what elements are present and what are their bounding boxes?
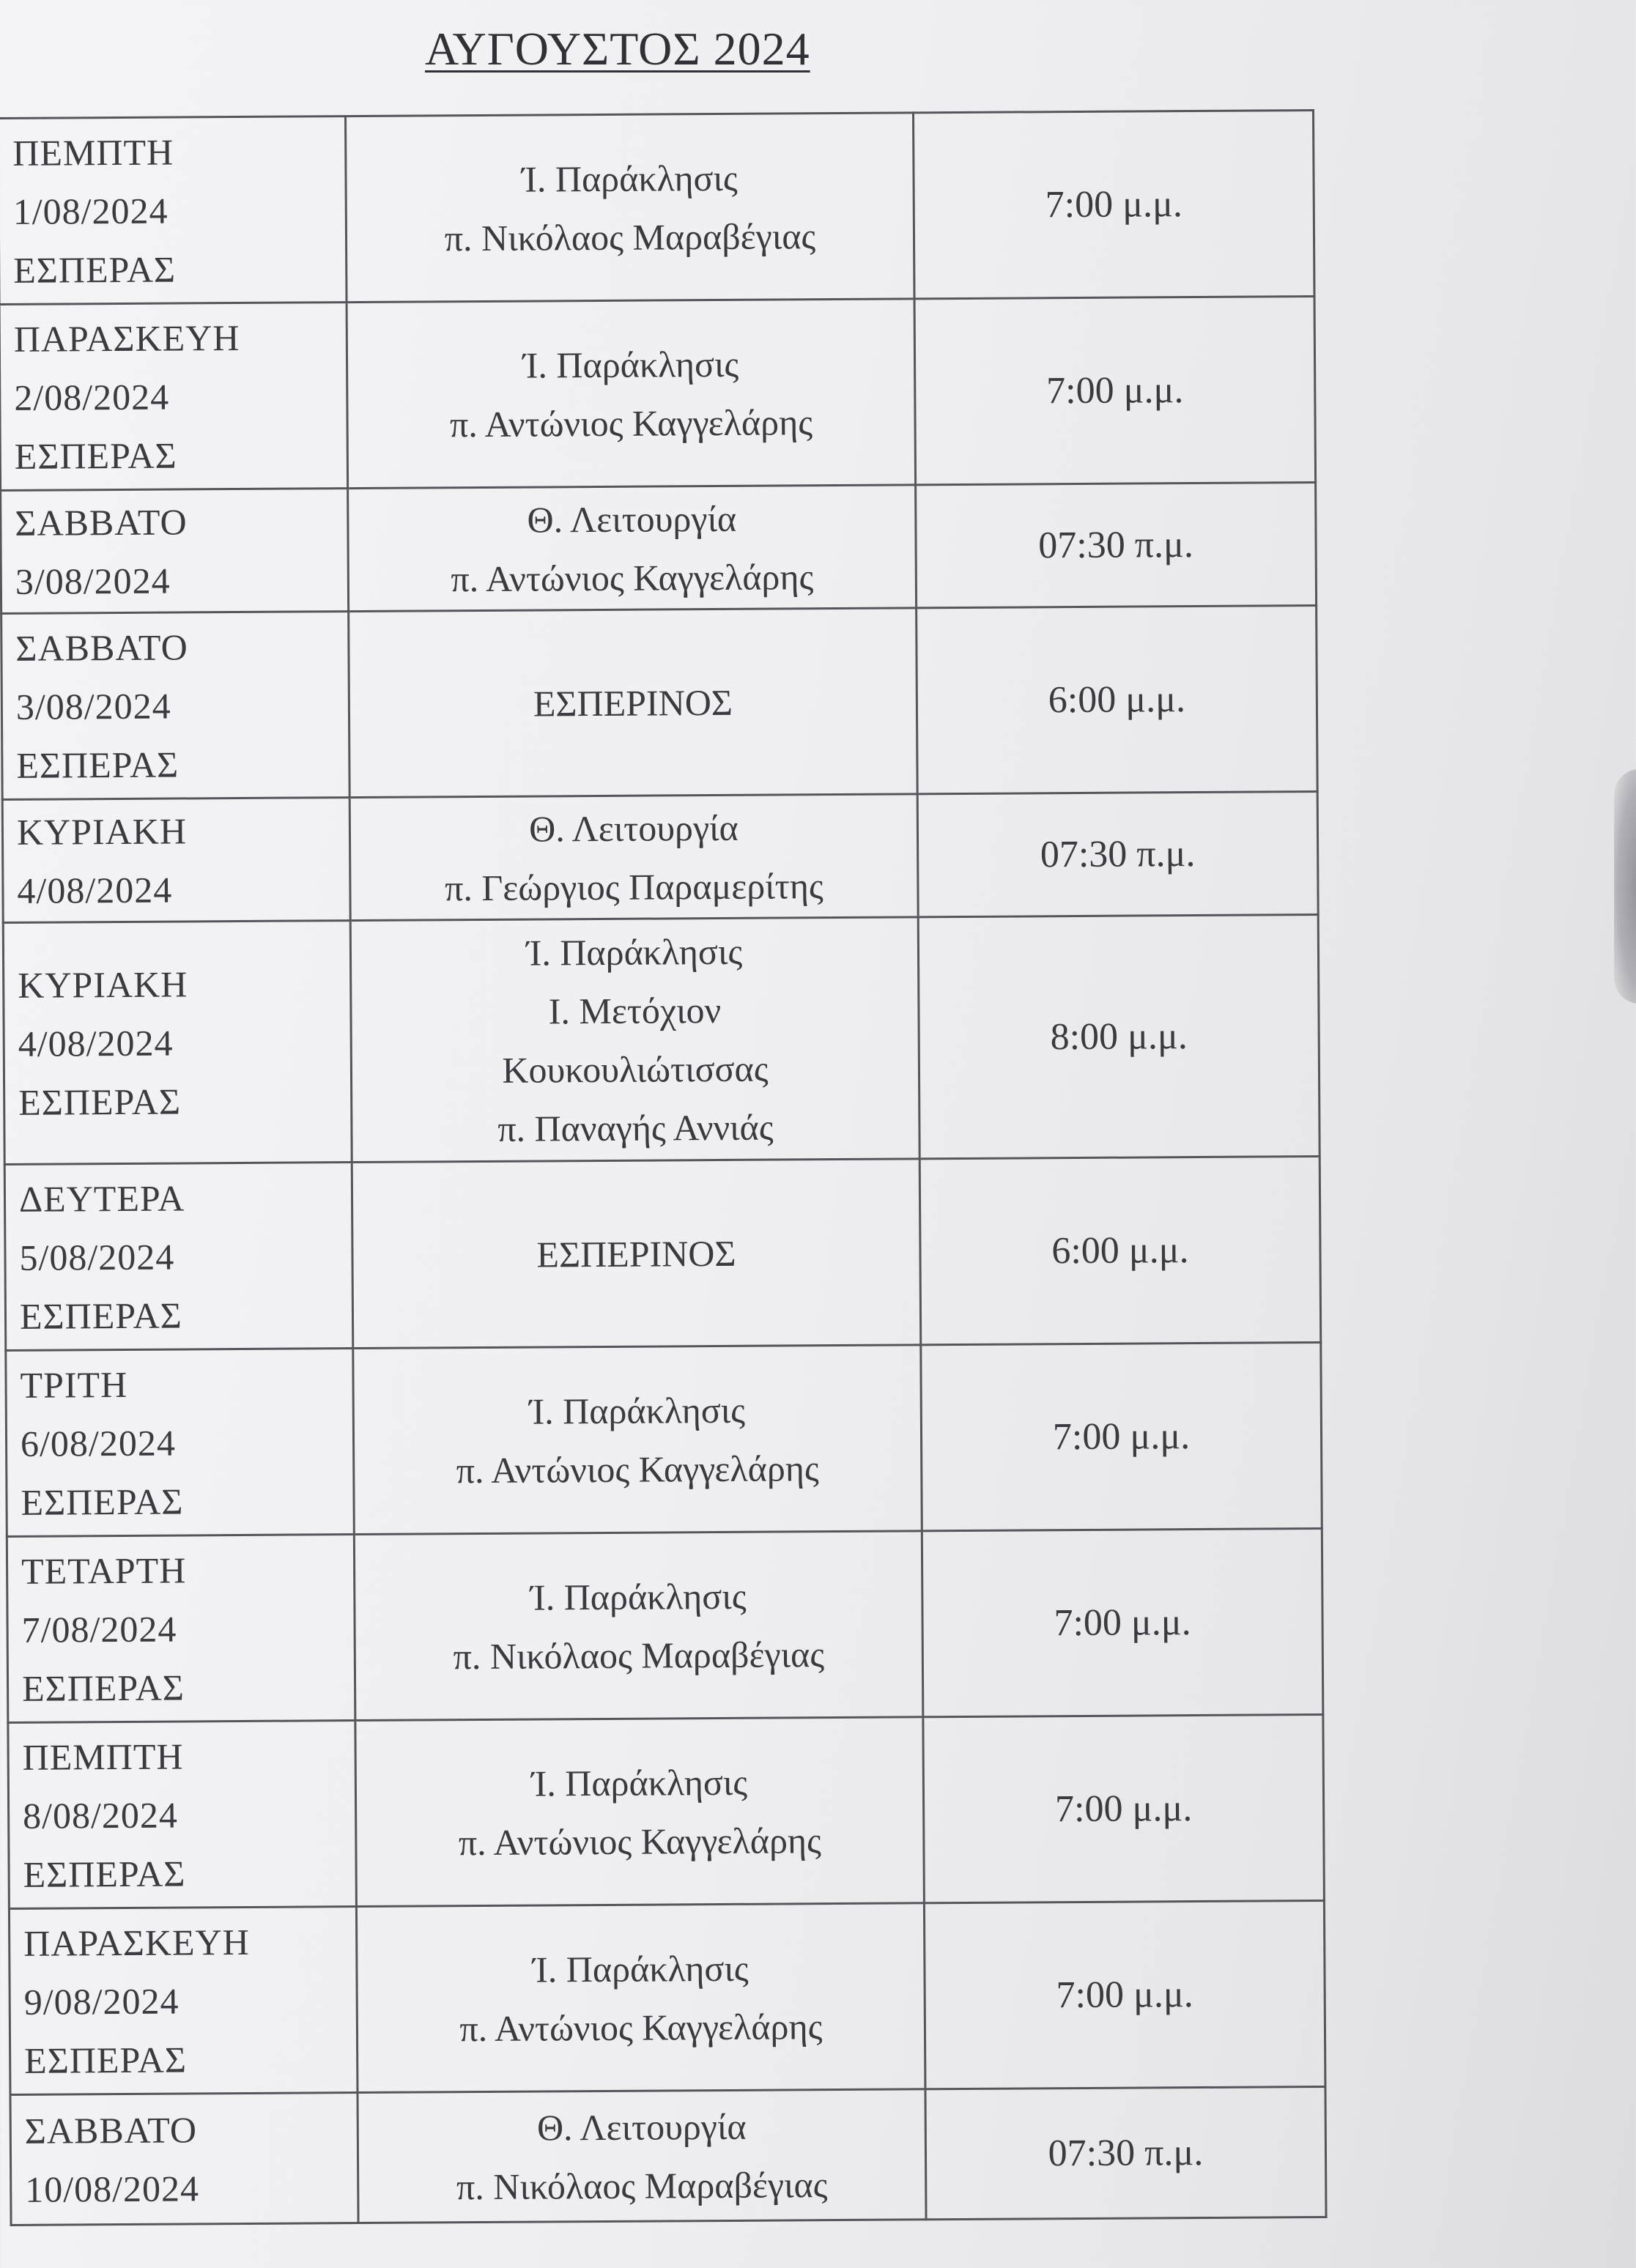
service-line: Θ. Λειτουργία: [528, 807, 739, 850]
service-line: Θ. Λειτουργία: [536, 2105, 747, 2149]
service-line: ΕΣΠΕΡΙΝΟΣ: [536, 1232, 736, 1275]
service-cell: [350, 917, 919, 1163]
service-line: Ί. Παράκλησις: [526, 930, 743, 974]
day-cell: [4, 1163, 353, 1351]
service-line: π. Αντώνιος Καγγελάρης: [458, 1819, 822, 1863]
service-line: π. Νικόλαος Μαραβέγιας: [453, 1633, 825, 1677]
date-text: 7/08/2024: [21, 1608, 177, 1650]
time-cell: 7:00 μ.μ.: [924, 1900, 1325, 2089]
day-name: ΤΡΙΤΗ: [20, 1363, 128, 1406]
day-name: ΠΑΡΑΣΚΕΥΗ: [23, 1921, 250, 1964]
day-cell: [2, 798, 350, 923]
date-text: 8/08/2024: [22, 1794, 179, 1837]
service-cell: [354, 1531, 923, 1721]
service-cell: [346, 113, 915, 303]
time-cell: 7:00 μ.μ.: [921, 1342, 1322, 1530]
table-row: [3, 915, 1319, 1165]
time-cell: 7:00 μ.μ.: [913, 111, 1314, 299]
service-cell: [356, 1903, 925, 2093]
time-cell: 07:30 π.μ.: [916, 483, 1317, 608]
date-text: 3/08/2024: [15, 560, 171, 602]
period-text: ΕΣΠΕΡΑΣ: [21, 1666, 185, 1709]
period-text: ΕΣΠΕΡΑΣ: [24, 2038, 188, 2081]
date-text: 4/08/2024: [17, 869, 173, 911]
service-line: π. Αντώνιος Καγγελάρης: [456, 1447, 819, 1491]
period-text: ΕΣΠΕΡΑΣ: [13, 248, 177, 291]
service-line: Ί. Παράκλησις: [529, 1389, 746, 1432]
time-cell: 07:30 π.μ.: [925, 2086, 1326, 2219]
date-text: 1/08/2024: [12, 190, 169, 232]
table-row: [9, 1900, 1325, 2094]
table-row: [10, 2086, 1326, 2225]
service-line: π. Νικόλαος Μαραβέγιας: [456, 2163, 828, 2207]
date-text: 10/08/2024: [25, 2167, 200, 2210]
date-text: 5/08/2024: [19, 1236, 175, 1278]
service-line: Ί. Παράκλησις: [522, 157, 738, 200]
day-name: ΔΕΥΤΕΡΑ: [18, 1176, 185, 1220]
edge-shadow: [1614, 769, 1636, 1004]
service-line: π. Αντώνιος Καγγελάρης: [449, 401, 813, 445]
day-name: ΠΕΜΠΤΗ: [12, 131, 174, 174]
day-cell: [3, 921, 352, 1165]
day-name: ΠΕΜΠΤΗ: [22, 1735, 184, 1778]
service-cell: [349, 794, 918, 921]
service-line: Κουκουλιώτισσας: [502, 1048, 769, 1091]
page-title: ΑΥΓΟΥΣΤΟΣ 2024: [425, 23, 810, 75]
service-line: π. Αντώνιος Καγγελάρης: [451, 555, 814, 599]
day-name: ΚΥΡΙΑΚΗ: [16, 809, 188, 853]
time-cell: 7:00 μ.μ.: [922, 1528, 1323, 1716]
time-cell: 07:30 π.μ.: [917, 792, 1318, 917]
day-name: ΣΑΒΒΑΤΟ: [15, 626, 188, 669]
service-cell: [349, 608, 918, 798]
period-text: ΕΣΠΕΡΑΣ: [18, 1080, 182, 1123]
date-text: 3/08/2024: [15, 685, 171, 727]
service-line: ΕΣΠΕΡΙΝΟΣ: [533, 681, 733, 724]
date-text: 6/08/2024: [20, 1422, 177, 1464]
table-row: [8, 1714, 1325, 1908]
date-text: 2/08/2024: [14, 376, 170, 418]
service-cell: [358, 2089, 926, 2223]
day-name: ΤΕΤΑΡΤΗ: [21, 1549, 187, 1592]
service-line: π. Παναγής Αννιάς: [497, 1106, 774, 1149]
day-cell: [0, 303, 348, 491]
service-cell: [347, 299, 916, 489]
day-name: ΚΥΡΙΑΚΗ: [18, 963, 188, 1006]
day-cell: [6, 1349, 355, 1537]
period-text: ΕΣΠΕΡΑΣ: [14, 434, 177, 477]
time-cell: 7:00 μ.μ.: [914, 297, 1316, 485]
table-row: [6, 1342, 1322, 1536]
service-line: π. Γεώργιος Παραμερίτης: [444, 864, 823, 908]
service-cell: [348, 485, 917, 612]
table-row: [7, 1528, 1323, 1722]
time-cell: 6:00 μ.μ.: [919, 1156, 1321, 1344]
day-name: ΠΑΡΑΣΚΕΥΗ: [13, 316, 240, 360]
day-cell: [1, 612, 350, 800]
day-cell: [1, 489, 349, 614]
table-row: [1, 606, 1318, 800]
service-line: Ί. Παράκλησις: [530, 1575, 747, 1618]
service-line: Ί. Παράκλησις: [522, 343, 739, 386]
table-row: [4, 1156, 1321, 1350]
day-name: ΣΑΒΒΑΤΟ: [15, 500, 188, 544]
time-cell: 7:00 μ.μ.: [923, 1714, 1325, 1902]
day-cell: [0, 116, 347, 305]
table-row: [0, 111, 1314, 305]
period-text: ΕΣΠΕΡΑΣ: [21, 1480, 184, 1523]
time-cell: 6:00 μ.μ.: [917, 606, 1318, 794]
date-text: 9/08/2024: [23, 1980, 179, 2023]
service-line: Ι. Μετόχιον: [548, 989, 722, 1031]
table-row: [2, 792, 1318, 923]
service-line: π. Νικόλαος Μαραβέγιας: [444, 215, 816, 259]
period-text: ΕΣΠΕΡΑΣ: [16, 744, 179, 786]
schedule-table: [0, 109, 1328, 2226]
service-cell: [352, 1159, 921, 1349]
service-cell: [355, 1717, 925, 1907]
period-text: ΕΣΠΕΡΑΣ: [19, 1294, 182, 1337]
date-text: 4/08/2024: [18, 1022, 174, 1064]
service-line: Ί. Παράκλησις: [533, 1947, 749, 1990]
day-cell: [7, 1535, 355, 1723]
table-row: [1, 483, 1317, 614]
service-line: Ί. Παράκλησις: [531, 1761, 748, 1804]
day-cell: [8, 1721, 357, 1909]
service-cell: [353, 1345, 922, 1535]
time-cell: 8:00 μ.μ.: [918, 915, 1319, 1159]
day-cell: [10, 2093, 358, 2226]
day-name: ΣΑΒΒΑΤΟ: [24, 2108, 198, 2152]
service-line: π. Αντώνιος Καγγελάρης: [459, 2005, 823, 2049]
day-cell: [9, 1907, 358, 2095]
table-row: [0, 297, 1316, 491]
service-line: Θ. Λειτουργία: [527, 497, 737, 541]
period-text: ΕΣΠΕΡΑΣ: [23, 1852, 186, 1895]
